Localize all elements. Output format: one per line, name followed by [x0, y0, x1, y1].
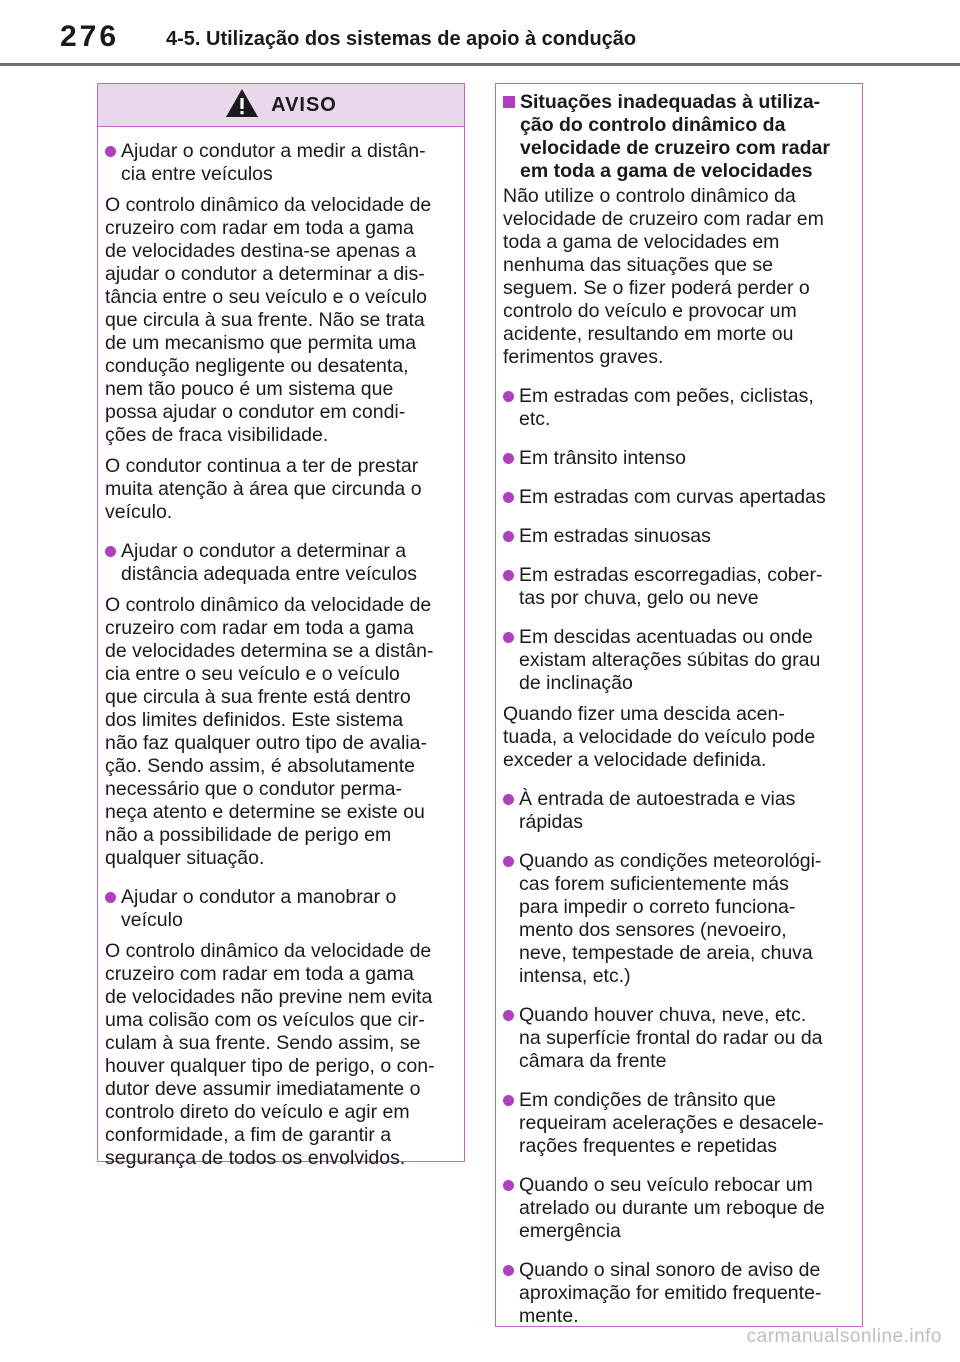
bullet-dot-icon: [105, 892, 116, 903]
warning-header: [98, 84, 464, 127]
warning-triangle-icon: [225, 88, 259, 123]
bullet-item: [105, 540, 464, 586]
bullet-dot-icon: [503, 1010, 514, 1021]
bullet-item: [105, 140, 464, 186]
bullet-item-text: Em condições de trânsito que requeiram acelerações e desacele- rações frequentes e repetidas: [519, 1089, 824, 1157]
bullet-dot-icon: [503, 632, 514, 643]
body-paragraph: Quando fizer uma descida acen- tuada, a velocidade do veículo pode exceder a velocidade definida.: [503, 703, 816, 771]
bullet-item: [503, 385, 862, 431]
section-title: 4-5. Utilização dos sistemas de apoio à condução: [166, 28, 637, 50]
bullet-item: [503, 788, 862, 834]
body-paragraph: O condutor continua a ter de prestar muita atenção à área que circunda o veículo.: [105, 455, 422, 523]
bullet-item-text: Em estradas sinuosas: [519, 525, 711, 547]
bullet-item: [105, 886, 464, 932]
bullet-item-text: Quando as condições meteorológi- cas forem suficientemente más para impedir o correto funciona- mento dos sensores (nevoeiro, neve, tempestade de areia, chuva intensa, etc.): [519, 850, 822, 987]
bullet-item-text: Ajudar o condutor a medir a distân- cia entre veículos: [121, 140, 426, 185]
watermark: carmanualsonline.info: [746, 1326, 942, 1347]
bullet-item-text: À entrada de autoestrada e vias rápidas: [519, 788, 796, 833]
bullet-item-text: Em estradas com curvas apertadas: [519, 486, 826, 508]
bullet-dot-icon: [503, 1095, 514, 1106]
bullet-dot-icon: [503, 1180, 514, 1191]
header-rule: [0, 63, 960, 66]
bullet-item: [503, 564, 862, 610]
bullet-item: [503, 486, 862, 509]
bullet-item-text: Ajudar o condutor a manobrar o veículo: [121, 886, 397, 931]
body-paragraph: O controlo dinâmico da velocidade de cruzeiro com radar em toda a gama de velocidades determina se a distân- cia entre o seu veículo e o veículo que circula à sua frente está dentro dos limites definidos. Este sistema não faz qualquer outro tipo de avalia- ção. Sendo assim, é absolutamente necessário que o condutor perma- neça atento e determine se existe ou não a possibilidade de perigo em qualquer situação.: [105, 594, 434, 869]
body-paragraph: O controlo dinâmico da velocidade de cruzeiro com radar em toda a gama de velocidades destina-se apenas a ajudar o condutor a determinar a dis- tância entre o seu veículo e o veículo que circula à sua frente. Não se trata de um mecanismo que permita uma condução negligente ou desatenta, nem tão pouco é um sistema que possa ajudar o condutor em condi- ções de fraca visibilidade.: [105, 194, 432, 446]
bullet-item-text: Em estradas escorregadias, cober- tas por chuva, gelo ou neve: [519, 564, 823, 609]
inadequate-situations-box: [495, 83, 863, 1327]
bullet-item-text: Em trânsito intenso: [519, 447, 686, 469]
bullet-item-text: Ajudar o condutor a determinar a distância adequada entre veículos: [121, 540, 417, 585]
bullet-dot-icon: [503, 453, 514, 464]
bullet-item: [503, 1174, 862, 1243]
bullet-item-text: Quando houver chuva, neve, etc. na superfície frontal do radar ou da câmara da frente: [519, 1004, 823, 1072]
body-paragraph: O controlo dinâmico da velocidade de cruzeiro com radar em toda a gama de velocidades não previne nem evita uma colisão com os veículos que cir- culam à sua frente. Sendo assim, se houver qualquer tipo de perigo, o con- dutor deve assumir imediatamente o controlo direto do veículo e agir em conformidade, a fim de garantir a segurança de todos os envolvidos.: [105, 940, 435, 1169]
bullet-dot-icon: [503, 856, 514, 867]
bullet-dot-icon: [503, 794, 514, 805]
warning-content: [98, 127, 464, 1170]
bullet-item: [503, 447, 862, 470]
bullet-dot-icon: [503, 570, 514, 581]
bullet-dot-icon: [503, 1265, 514, 1276]
bullet-item-text: Quando o sinal sonoro de aviso de aproximação for emitido frequente- mente.: [519, 1259, 822, 1327]
page-header: [0, 0, 960, 70]
bullet-dot-icon: [105, 546, 116, 557]
heading-square-icon: [503, 96, 515, 108]
bullet-item: [503, 1089, 862, 1158]
inadequate-situations-content: [496, 84, 862, 1328]
bullet-dot-icon: [503, 391, 514, 402]
page-number: 276: [60, 20, 120, 53]
section-heading: [503, 91, 862, 183]
bullet-item: [503, 1259, 862, 1328]
bullet-item-text: Em estradas com peões, ciclistas, etc.: [519, 385, 814, 430]
bullet-dot-icon: [503, 531, 514, 542]
bullet-item: [503, 626, 862, 695]
bullet-dot-icon: [105, 146, 116, 157]
bullet-item: [503, 850, 862, 988]
bullet-item-text: Quando o seu veículo rebocar um atrelado ou durante um reboque de emergência: [519, 1174, 825, 1242]
warning-box: [97, 83, 465, 1169]
bullet-item-text: Em descidas acentuadas ou onde existam alterações súbitas do grau de inclinação: [519, 626, 821, 694]
warning-label: AVISO: [271, 93, 337, 116]
body-paragraph: Não utilize o controlo dinâmico da velocidade de cruzeiro com radar em toda a gama de velocidades em nenhuma das situações que se seguem. Se o fizer poderá perder o controlo do veículo e provocar um acidente, resultando em morte ou ferimentos graves.: [503, 185, 824, 368]
bullet-dot-icon: [503, 492, 514, 503]
section-heading-text: Situações inadequadas à utiliza- ção do controlo dinâmico da velocidade de cruzeiro com radar em toda a gama de velocidades: [520, 91, 830, 182]
bullet-item: [503, 525, 862, 548]
bullet-item: [503, 1004, 862, 1073]
